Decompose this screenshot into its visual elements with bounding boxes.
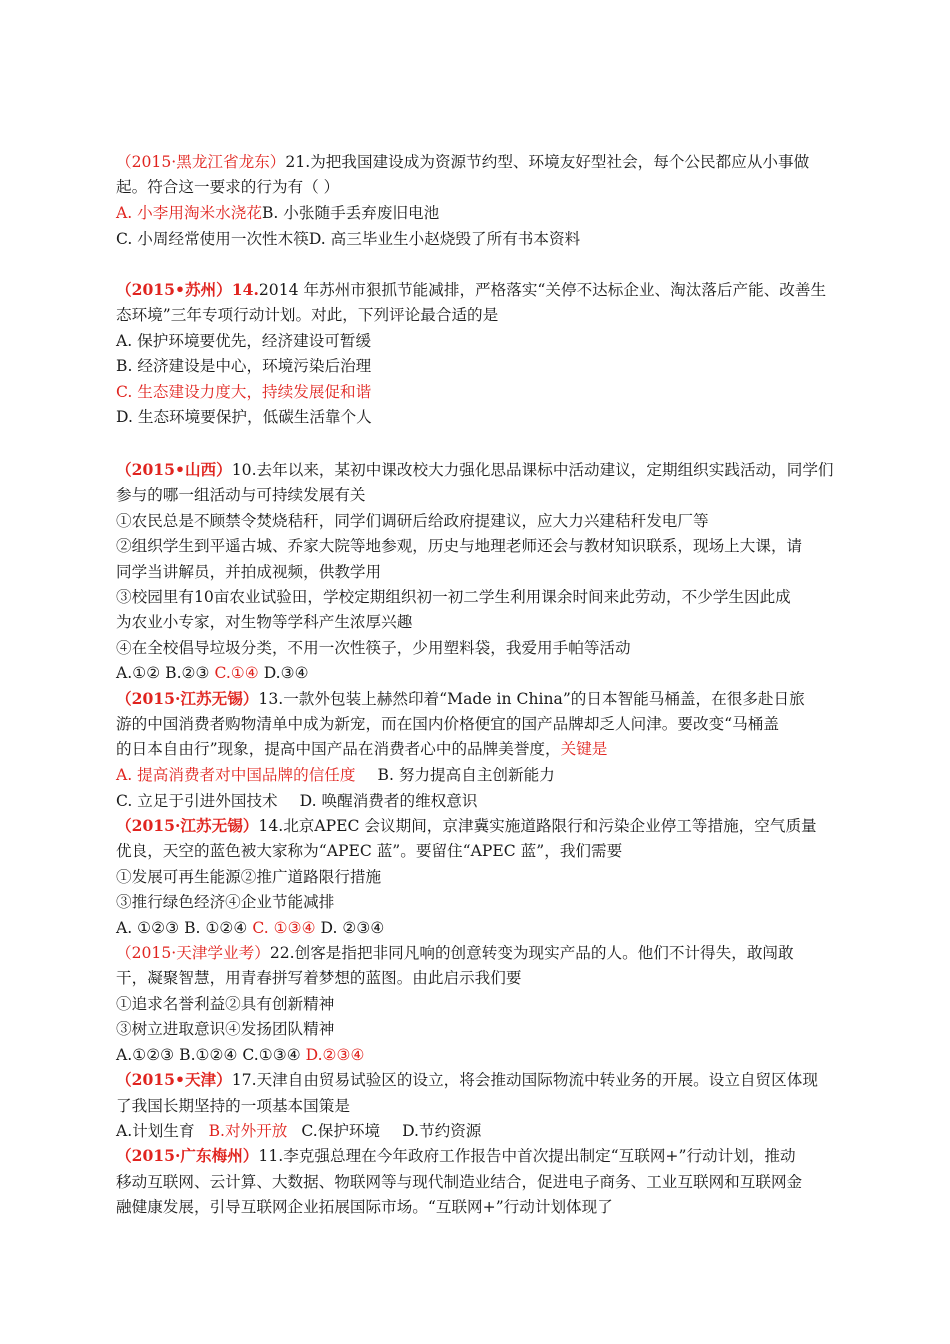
option-a-text: A. 保护环境要优先，经济建设可暂缓: [116, 332, 372, 350]
statement-text: ③校园里有10亩农业试验田，学校定期组织初一初二学生利用课余时间来此劳动，不少学生因此成: [116, 588, 791, 606]
statement-text: 为农业小专家，对生物等学科产生浓厚兴趣: [116, 613, 413, 631]
option-d-answer: D.②③④: [305, 1046, 365, 1064]
statement-text: ①农民总是不顾禁令焚烧秸秆，同学们调研后给政府提建议，应大力兴建秸秆发电厂等: [116, 512, 709, 530]
question-4-options-ab: [116, 764, 555, 789]
question-stem: 优良，天空的蓝色被大家称为“APEC 蓝”。要留住“APEC 蓝”，我们需要: [116, 842, 623, 860]
option-c-answer: C.①④: [214, 664, 259, 682]
question-7-options: [116, 1120, 481, 1145]
question-stem: 21.为把我国建设成为资源节约型、环境友好型社会，每个公民都应从小事做: [285, 153, 810, 171]
question-stem-highlight: 关键是: [560, 740, 608, 758]
option-a: A.计划生育: [116, 1122, 195, 1140]
statement-1: [116, 510, 709, 535]
question-4-line-2: [116, 713, 779, 738]
question-8-line-2: [116, 1171, 802, 1196]
question-stem: 2014 年苏州市狠抓节能减排，严格落实“关停不达标企业、淘汰落后产能、改善生: [258, 281, 827, 299]
question-stem: 起。符合这一要求的行为有（ ）: [116, 178, 340, 196]
option-b-answer: B.对外开放: [208, 1122, 288, 1140]
statement-text: ③推行绿色经济④企业节能减排: [116, 893, 335, 911]
question-source-tag: （2015•山西）: [116, 460, 232, 479]
option-a: [116, 330, 371, 355]
question-3-line-2: [116, 484, 366, 509]
statement-2-line-1: [116, 535, 802, 560]
question-6-line-1: [116, 942, 794, 967]
options-text: A.①②③ B.①②④ C.①③④: [116, 1046, 306, 1064]
question-stem: 17.天津自由贸易试验区的设立，将会推动国际物流中转业务的开展。设立自贸区体现: [231, 1071, 818, 1089]
question-8-line-1: [116, 1145, 796, 1170]
question-source-tag: （2015•苏州）14.: [116, 280, 259, 299]
option-d: D. ②③④: [315, 919, 385, 937]
question-2-line-2: [116, 304, 498, 329]
statements-1-2: [116, 866, 381, 891]
statements-1-2: [116, 993, 334, 1018]
question-source-tag: （2015•天津）: [116, 1070, 232, 1089]
option-c-answer: C. ①③④: [252, 919, 316, 937]
question-4-options-cd: [116, 790, 477, 815]
statement-text: ①发展可再生能源②推广道路限行措施: [116, 868, 382, 886]
question-1-options-ab: [116, 202, 439, 227]
option-a-answer: A. 提高消费者对中国品牌的信任度: [116, 766, 356, 784]
option-d: D. 唤醒消费者的维权意识: [299, 792, 478, 810]
option-a-answer: A. 小李用淘米水浇花: [116, 204, 262, 222]
question-7-line-2: [116, 1095, 350, 1120]
option-c: C.保护环境: [301, 1122, 381, 1140]
question-stem: 参与的哪一组活动与可持续发展有关: [116, 486, 366, 504]
question-3-line-1: [116, 459, 834, 484]
question-stem: 游的中国消费者购物清单中成为新宠，而在国内价格便宜的国产品牌却乏人问津。要改变“马桶盖: [116, 715, 779, 733]
statement-text: 同学当讲解员，并拍成视频，供教学用: [116, 563, 382, 581]
question-4-line-3: [116, 738, 607, 763]
option-b-text: B. 经济建设是中心，环境污染后治理: [116, 357, 372, 375]
question-5-line-1: [116, 815, 817, 840]
statement-text: ①追求名誉利益②具有创新精神: [116, 995, 335, 1013]
question-stem: 态环境”三年专项行动计划。对此，下列评论最合适的是: [116, 306, 499, 324]
question-2-line-1: [116, 279, 826, 304]
question-source-tag: （2015·江苏无锡）: [116, 689, 259, 708]
option-d: D.节约资源: [402, 1122, 482, 1140]
option-c-answer: [116, 381, 371, 406]
question-source-tag: （2015·广东梅州）: [116, 1146, 259, 1165]
option-b: [116, 355, 371, 380]
statement-2-line-2: [116, 561, 381, 586]
question-3-options: [116, 662, 309, 687]
option-d-text: D. 生态环境要保护，低碳生活靠个人: [116, 408, 372, 426]
question-1-options-cd: [116, 228, 580, 253]
question-5-options: [116, 917, 384, 942]
question-6-options: [116, 1044, 365, 1069]
question-stem: 的日本自由行”现象，提高中国产品在消费者心中的品牌美誉度，: [116, 740, 561, 758]
question-5-line-2: [116, 840, 622, 865]
option-b: B. 小张随手丢弃废旧电池: [261, 204, 440, 222]
options-text: A.①② B.②③: [116, 664, 215, 682]
question-7-line-1: [116, 1069, 818, 1094]
question-6-line-2: [116, 967, 521, 992]
option-d: [116, 406, 372, 431]
statement-4: [116, 637, 631, 662]
question-stem: 干，凝聚智慧，用青春拼写着梦想的蓝图。由此启示我们要: [116, 969, 522, 987]
statement-text: ④在全校倡导垃圾分类，不用一次性筷子，少用塑料袋，我爱用手帕等活动: [116, 639, 631, 657]
options-text: A. ①②③ B. ①②④: [116, 919, 253, 937]
question-stem: 了我国长期坚持的一项基本国策是: [116, 1097, 350, 1115]
option-c-text: C. 生态建设力度大，持续发展促和谐: [116, 383, 372, 401]
option-b: B. 努力提高自主创新能力: [377, 766, 555, 784]
option-c: C. 立足于引进外国技术: [116, 792, 278, 810]
question-stem: 14.北京APEC 会议期间，京津冀实施道路限行和污染企业停工等措施，空气质量: [258, 817, 817, 835]
question-1-line-2: [116, 176, 339, 201]
statement-text: ②组织学生到平遥古城、乔家大院等地参观，历史与地理老师还会与教材知识联系，现场上大课，请: [116, 537, 803, 555]
question-source-tag: （2015·江苏无锡）: [116, 816, 259, 835]
option-cd: C. 小周经常使用一次性木筷D. 高三毕业生小赵烧毁了所有书本资料: [116, 230, 581, 248]
question-source-tag: （2015·黑龙江省龙东）: [116, 153, 286, 171]
statements-3-4: [116, 1018, 334, 1043]
question-1-line-1: [116, 151, 809, 176]
question-4-line-1: [116, 688, 805, 713]
question-stem: 22.创客是指把非同凡响的创意转变为现实产品的人。他们不计得失，敢闯敢: [269, 944, 794, 962]
statement-text: ③树立进取意识④发扬团队精神: [116, 1020, 335, 1038]
option-d: D.③④: [258, 664, 309, 682]
question-stem: 13.一款外包装上赫然印着“Made in China”的日本智能马桶盖，在很多赴日旅: [258, 690, 805, 708]
question-stem: 移动互联网、云计算、大数据、物联网等与现代制造业结合，促进电子商务、工业互联网和互联网金: [116, 1173, 803, 1191]
statement-3-line-2: [116, 611, 412, 636]
question-stem: 融健康发展，引导互联网企业拓展国际市场。“互联网+”行动计划体现了: [116, 1198, 613, 1216]
question-source-tag: （2015·天津学业考）: [116, 944, 270, 962]
question-8-line-3: [116, 1196, 613, 1221]
question-stem: 11.李克强总理在今年政府工作报告中首次提出制定“互联网+”行动计划，推动: [258, 1147, 796, 1165]
statements-3-4: [116, 891, 334, 916]
question-stem: 10.去年以来，某初中课改校大力强化思品课标中活动建议，定期组织实践活动，同学们: [231, 461, 834, 479]
statement-3-line-1: [116, 586, 791, 611]
